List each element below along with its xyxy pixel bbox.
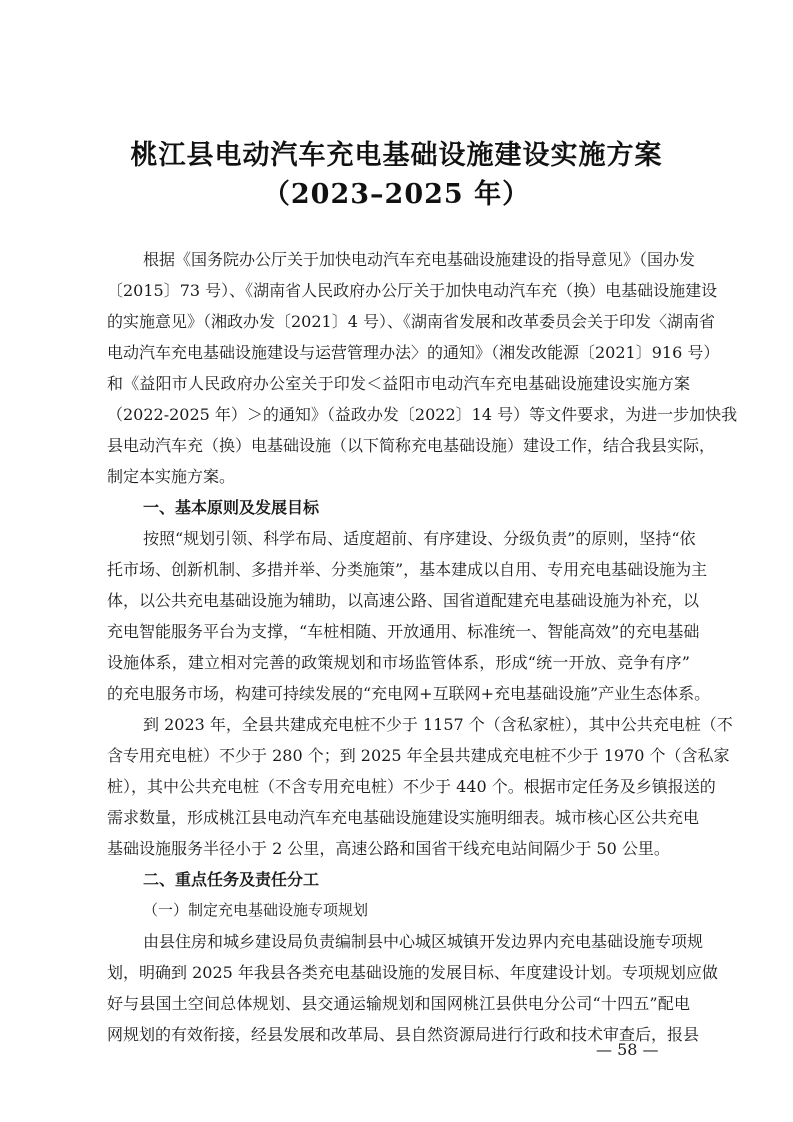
- paragraph-line: 县电动汽车充（换）电基础设施（以下简称充电基础设施）建设工作，结合我县实际，: [107, 436, 716, 455]
- paragraph-line: 含专用充电桩）不少于 280 个；到 2025 年全县共建成充电桩不少于 1970 个（含私家: [107, 746, 730, 765]
- paragraph-line: 按照“规划引领、科学布局、适度超前、有序建设、分级负责”的原则，坚持“依: [143, 529, 696, 548]
- page-number: — 58 —: [596, 1040, 659, 1059]
- paragraph-line: 制定本实施方案。: [107, 467, 236, 486]
- paragraph-line: 的充电服务市场，构建可持续发展的“充电网+互联网+充电基础设施”产业生态体系。: [107, 684, 711, 703]
- paragraph-line: 和《益阳市人民政府办公室关于印发＜益阳市电动汽车充电基础设施建设实施方案: [107, 374, 690, 393]
- paragraph-line: （2022-2025 年）＞的通知》（益政办发〔2022〕14 号）等文件要求，为进一步加快我: [107, 405, 738, 424]
- paragraph-line: 的实施意见》（湘政办发〔2021〕4 号）、《湖南省发展和改革委员会关于印发〈湖南省: [107, 312, 715, 331]
- paragraph-line: 网规划的有效衔接，经县发展和改革局、县自然资源局进行行政和技术审查后，报县: [107, 1025, 700, 1044]
- paragraph-line: 好与县国土空间总体规划、县交通运输规划和国网桃江县供电分公司“十四五”配电: [107, 994, 690, 1013]
- section-heading-2: 二、重点任务及责任分工: [143, 870, 320, 889]
- paragraph-line: 由县住房和城乡建设局负责编制县中心城区城镇开发边界内充电基础设施专项规: [143, 932, 704, 951]
- section-heading-1: 一、基本原则及发展目标: [143, 498, 320, 517]
- paragraph-line: 根据《国务院办公厅关于加快电动汽车充电基础设施建设的指导意见》（国办发: [143, 250, 696, 269]
- document-subtitle-years: （2023–2025 年）: [262, 179, 531, 210]
- paragraph-line: 桩），其中公共充电桩（不含专用充电桩）不少于 440 个。根据市定任务及乡镇报送的: [107, 777, 716, 796]
- paragraph-line: 体，以公共充电基础设施为辅助，以高速公路、国省道配建充电基础设施为补充，以: [107, 591, 700, 610]
- paragraph-line: 电动汽车充电基础设施建设与运营管理办法〉的通知》（湘发改能源〔2021〕916 号）: [107, 343, 720, 362]
- paragraph-line: 〔2015〕73 号）、《湖南省人民政府办公厅关于加快电动汽车充（换）电基础设施建设: [107, 281, 718, 300]
- document-title: 桃江县电动汽车充电基础设施建设实施方案: [130, 140, 663, 171]
- paragraph-line: 到 2023 年，全县共建成充电桩不少于 1157 个（含私家桩），其中公共充电桩（不: [143, 715, 733, 734]
- paragraph-line: 托市场、创新机制、多措并举、分类施策”，基本建成以自用、专用充电基础设施为主: [107, 560, 708, 579]
- paragraph-line: 充电智能服务平台为支撑，“车桩相随、开放通用、标准统一、智能高效”的充电基础: [107, 622, 700, 641]
- paragraph-line: 划，明确到 2025 年我县各类充电基础设施的发展目标、年度建设计划。专项规划应做: [107, 963, 718, 982]
- paragraph-line: 设施体系，建立相对完善的政策规划和市场监管体系，形成“统一开放、竞争有序”: [107, 653, 690, 672]
- paragraph-line: 基础设施服务半径小于 2 公里，高速公路和国省干线充电站间隔少于 50 公里。: [107, 839, 670, 858]
- subsection-heading: （一）制定充电基础设施专项规划: [143, 901, 369, 919]
- paragraph-line: 需求数量，形成桃江县电动汽车充电基础设施建设实施明细表。城市核心区公共充电: [107, 808, 700, 827]
